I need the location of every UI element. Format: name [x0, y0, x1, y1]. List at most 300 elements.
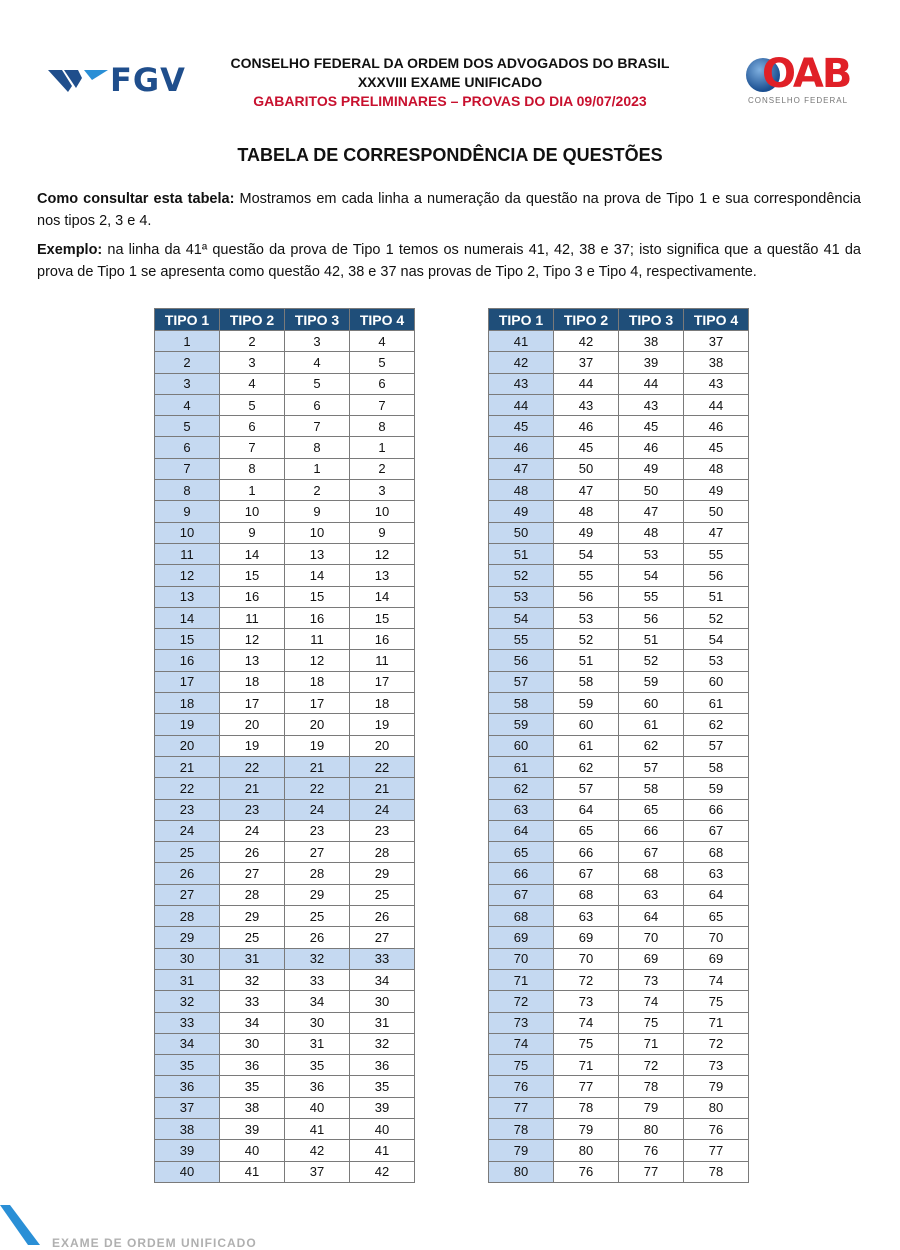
table-row — [155, 501, 415, 522]
table-cell: 76 — [684, 1118, 749, 1139]
table-cell: 61 — [554, 735, 619, 756]
howto-label: Como consultar esta tabela: — [37, 191, 235, 207]
table-row — [155, 629, 415, 650]
table-cell: 7 — [220, 437, 285, 458]
table-cell: 13 — [350, 565, 415, 586]
table-cell: 24 — [220, 820, 285, 841]
table-cell: 55 — [619, 586, 684, 607]
table-row — [489, 650, 749, 671]
table-row — [489, 416, 749, 437]
table-cell: 35 — [155, 1055, 220, 1076]
table-cell: 41 — [285, 1118, 350, 1139]
table-cell: 71 — [489, 969, 554, 990]
table-cell: 44 — [684, 394, 749, 415]
table-cell: 18 — [155, 693, 220, 714]
table-cell: 8 — [350, 416, 415, 437]
table-cell: 62 — [554, 756, 619, 777]
table-row — [155, 927, 415, 948]
table-cell: 4 — [155, 394, 220, 415]
table-cell: 3 — [285, 331, 350, 352]
table-cell: 5 — [220, 394, 285, 415]
table-cell: 38 — [684, 352, 749, 373]
table-row — [489, 1118, 749, 1139]
table-row — [489, 458, 749, 479]
table-row — [155, 1012, 415, 1033]
table-cell: 14 — [350, 586, 415, 607]
table-cell: 25 — [285, 906, 350, 927]
table-cell: 54 — [619, 565, 684, 586]
table-cell: 13 — [220, 650, 285, 671]
table-cell: 42 — [554, 331, 619, 352]
table-cell: 73 — [554, 991, 619, 1012]
table-cell: 70 — [489, 948, 554, 969]
table-cell: 4 — [285, 352, 350, 373]
table-cell: 72 — [684, 1033, 749, 1054]
table-cell: 15 — [350, 607, 415, 628]
table-cell: 54 — [489, 607, 554, 628]
table-cell: 15 — [155, 629, 220, 650]
table-cell: 55 — [684, 543, 749, 564]
table-cell: 5 — [350, 352, 415, 373]
table-cell: 27 — [285, 842, 350, 863]
table-cell: 43 — [619, 394, 684, 415]
table-cell: 19 — [285, 735, 350, 756]
table-row — [489, 352, 749, 373]
table-cell: 53 — [489, 586, 554, 607]
table-cell: 39 — [350, 1097, 415, 1118]
table-cell: 65 — [619, 799, 684, 820]
table-cell: 16 — [220, 586, 285, 607]
table-row — [489, 693, 749, 714]
table-row — [155, 331, 415, 352]
table-row — [155, 735, 415, 756]
table-cell: 75 — [619, 1012, 684, 1033]
table-cell: 1 — [155, 331, 220, 352]
table-row — [155, 693, 415, 714]
table-cell: 46 — [489, 437, 554, 458]
table-cell: 28 — [155, 906, 220, 927]
table-cell: 75 — [489, 1055, 554, 1076]
table-row — [489, 1055, 749, 1076]
table-row — [489, 607, 749, 628]
table-cell: 2 — [220, 331, 285, 352]
table-cell: 49 — [554, 522, 619, 543]
table-cell: 65 — [684, 906, 749, 927]
table-cell: 68 — [489, 906, 554, 927]
table-cell: 35 — [220, 1076, 285, 1097]
table-cell: 57 — [619, 756, 684, 777]
correspondence-table-left — [154, 308, 415, 1183]
table-row — [155, 799, 415, 820]
table-cell: 57 — [684, 735, 749, 756]
table-cell: 51 — [684, 586, 749, 607]
table-row — [155, 607, 415, 628]
table-cell: 63 — [619, 884, 684, 905]
table-row — [155, 437, 415, 458]
table-cell: 58 — [554, 671, 619, 692]
table-cell: 45 — [489, 416, 554, 437]
table-row — [155, 714, 415, 735]
table-cell: 41 — [489, 331, 554, 352]
table-cell: 80 — [619, 1118, 684, 1139]
table-cell: 3 — [220, 352, 285, 373]
table-row — [155, 522, 415, 543]
table-cell: 60 — [554, 714, 619, 735]
table-cell: 56 — [684, 565, 749, 586]
table-cell: 23 — [350, 820, 415, 841]
table-row — [489, 906, 749, 927]
table-cell: 42 — [489, 352, 554, 373]
table-header-row — [155, 309, 415, 331]
table-cell: 17 — [350, 671, 415, 692]
table-cell: 14 — [220, 543, 285, 564]
table-cell: 6 — [285, 394, 350, 415]
table-cell: 41 — [350, 1140, 415, 1161]
table-cell: 22 — [220, 756, 285, 777]
table-cell: 8 — [285, 437, 350, 458]
table-cell: 68 — [619, 863, 684, 884]
table-cell: 12 — [350, 543, 415, 564]
table-cell: 34 — [220, 1012, 285, 1033]
table-row — [155, 543, 415, 564]
table-cell: 22 — [155, 778, 220, 799]
table-cell: 64 — [684, 884, 749, 905]
table-cell: 35 — [350, 1076, 415, 1097]
header-line-2: XXXVIII EXAME UNIFICADO — [357, 74, 543, 90]
table-row — [155, 1097, 415, 1118]
table-cell: 67 — [619, 842, 684, 863]
table-row — [155, 565, 415, 586]
table-cell: 68 — [684, 842, 749, 863]
table-cell: 77 — [489, 1097, 554, 1118]
table-cell: 44 — [619, 373, 684, 394]
table-cell: 77 — [619, 1161, 684, 1182]
table-cell: 50 — [619, 480, 684, 501]
table-row — [489, 1033, 749, 1054]
table-cell: 34 — [285, 991, 350, 1012]
table-cell: 38 — [619, 331, 684, 352]
table-cell: 37 — [554, 352, 619, 373]
table-row — [155, 756, 415, 777]
table-cell: 42 — [350, 1161, 415, 1182]
table-cell: 38 — [155, 1118, 220, 1139]
table-cell: 28 — [220, 884, 285, 905]
table-cell: 56 — [489, 650, 554, 671]
table-cell: 78 — [489, 1118, 554, 1139]
table-cell: 75 — [554, 1033, 619, 1054]
table-cell: 74 — [619, 991, 684, 1012]
table-row — [489, 543, 749, 564]
table-row — [155, 991, 415, 1012]
table-row — [489, 991, 749, 1012]
table-cell: 33 — [350, 948, 415, 969]
column-header: TIPO 3 — [285, 309, 350, 331]
table-cell: 78 — [554, 1097, 619, 1118]
table-cell: 58 — [619, 778, 684, 799]
table-cell: 80 — [684, 1097, 749, 1118]
table-cell: 1 — [220, 480, 285, 501]
example-label: Exemplo: — [37, 242, 103, 258]
howto-paragraph — [37, 188, 861, 232]
table-row — [155, 1076, 415, 1097]
table-cell: 75 — [684, 991, 749, 1012]
table-cell: 54 — [554, 543, 619, 564]
table-cell: 20 — [220, 714, 285, 735]
table-cell: 69 — [554, 927, 619, 948]
table-cell: 66 — [684, 799, 749, 820]
table-cell: 59 — [489, 714, 554, 735]
table-cell: 19 — [220, 735, 285, 756]
table-cell: 55 — [489, 629, 554, 650]
table-cell: 73 — [684, 1055, 749, 1076]
table-row — [489, 671, 749, 692]
table-cell: 4 — [350, 331, 415, 352]
table-cell: 25 — [350, 884, 415, 905]
table-row — [155, 842, 415, 863]
table-cell: 25 — [155, 842, 220, 863]
table-cell: 45 — [684, 437, 749, 458]
table-row — [155, 1140, 415, 1161]
table-cell: 32 — [220, 969, 285, 990]
table-cell: 16 — [285, 607, 350, 628]
table-cell: 11 — [350, 650, 415, 671]
column-header: TIPO 2 — [220, 309, 285, 331]
table-row — [489, 735, 749, 756]
table-cell: 31 — [350, 1012, 415, 1033]
table-cell: 19 — [350, 714, 415, 735]
table-row — [155, 671, 415, 692]
table-row — [489, 1012, 749, 1033]
table-row — [155, 586, 415, 607]
footer-stripe-icon — [0, 1205, 40, 1245]
table-cell: 36 — [350, 1055, 415, 1076]
table-cell: 72 — [619, 1055, 684, 1076]
table-cell: 39 — [155, 1140, 220, 1161]
table-cell: 36 — [285, 1076, 350, 1097]
table-cell: 64 — [489, 820, 554, 841]
table-cell: 53 — [554, 607, 619, 628]
table-row — [489, 373, 749, 394]
table-cell: 55 — [554, 565, 619, 586]
table-cell: 26 — [155, 863, 220, 884]
table-cell: 21 — [350, 778, 415, 799]
table-cell: 59 — [619, 671, 684, 692]
table-cell: 50 — [554, 458, 619, 479]
table-row — [489, 799, 749, 820]
table-row — [155, 352, 415, 373]
table-cell: 63 — [554, 906, 619, 927]
table-cell: 72 — [489, 991, 554, 1012]
table-cell: 18 — [220, 671, 285, 692]
table-cell: 3 — [350, 480, 415, 501]
table-cell: 36 — [155, 1076, 220, 1097]
page-title: TABELA DE CORRESPONDÊNCIA DE QUESTÕES — [237, 145, 663, 165]
table-cell: 12 — [155, 565, 220, 586]
table-cell: 30 — [220, 1033, 285, 1054]
table-row — [489, 1097, 749, 1118]
table-cell: 80 — [554, 1140, 619, 1161]
table-cell: 56 — [619, 607, 684, 628]
example-paragraph — [37, 239, 861, 283]
table-cell: 46 — [684, 416, 749, 437]
table-cell: 71 — [619, 1033, 684, 1054]
table-cell: 10 — [350, 501, 415, 522]
table-cell: 11 — [285, 629, 350, 650]
table-cell: 18 — [285, 671, 350, 692]
table-cell: 70 — [554, 948, 619, 969]
table-row — [155, 948, 415, 969]
table-cell: 44 — [489, 394, 554, 415]
table-cell: 9 — [220, 522, 285, 543]
column-header: TIPO 2 — [554, 309, 619, 331]
table-cell: 21 — [220, 778, 285, 799]
table-cell: 10 — [220, 501, 285, 522]
table-cell: 8 — [220, 458, 285, 479]
table-cell: 51 — [554, 650, 619, 671]
table-row — [489, 969, 749, 990]
table-cell: 54 — [684, 629, 749, 650]
table-cell: 40 — [285, 1097, 350, 1118]
table-cell: 46 — [554, 416, 619, 437]
table-cell: 79 — [554, 1118, 619, 1139]
table-cell: 76 — [554, 1161, 619, 1182]
table-cell: 60 — [619, 693, 684, 714]
table-cell: 26 — [285, 927, 350, 948]
table-cell: 29 — [285, 884, 350, 905]
page-header — [0, 0, 900, 130]
table-cell: 65 — [489, 842, 554, 863]
column-header: TIPO 4 — [350, 309, 415, 331]
table-row — [155, 1033, 415, 1054]
column-header: TIPO 1 — [155, 309, 220, 331]
table-cell: 74 — [554, 1012, 619, 1033]
table-cell: 37 — [684, 331, 749, 352]
table-cell: 4 — [220, 373, 285, 394]
table-row — [155, 778, 415, 799]
table-cell: 31 — [220, 948, 285, 969]
table-cell: 33 — [285, 969, 350, 990]
table-cell: 23 — [285, 820, 350, 841]
table-cell: 60 — [684, 671, 749, 692]
table-cell: 25 — [220, 927, 285, 948]
table-cell: 7 — [285, 416, 350, 437]
table-cell: 14 — [155, 607, 220, 628]
correspondence-table-right — [488, 308, 749, 1183]
table-cell: 62 — [489, 778, 554, 799]
table-cell: 2 — [350, 458, 415, 479]
table-cell: 10 — [155, 522, 220, 543]
table-cell: 27 — [350, 927, 415, 948]
table-cell: 44 — [554, 373, 619, 394]
table-cell: 50 — [489, 522, 554, 543]
table-cell: 24 — [350, 799, 415, 820]
table-cell: 47 — [684, 522, 749, 543]
table-cell: 17 — [285, 693, 350, 714]
table-cell: 10 — [285, 522, 350, 543]
table-cell: 28 — [285, 863, 350, 884]
table-cell: 70 — [684, 927, 749, 948]
table-cell: 9 — [350, 522, 415, 543]
table-cell: 40 — [155, 1161, 220, 1182]
howto-text: Mostramos em cada linha a numeração da questão na prova de Tipo 1 e sua correspondência nos tipos 2, 3 e 4. — [37, 191, 862, 229]
table-cell: 36 — [220, 1055, 285, 1076]
table-cell: 79 — [619, 1097, 684, 1118]
table-cell: 40 — [350, 1118, 415, 1139]
table-cell: 72 — [554, 969, 619, 990]
table-row — [489, 522, 749, 543]
example-text: na linha da 41ª questão da prova de Tipo 1 temos os numerais 41, 42, 38 e 37; isto significa que a questão 41 da prova de Tipo 1 se apresenta como questão 42, 38 e 37 nas provas de Tipo 2, Tipo 3 e Tipo 4, respectivamente. — [37, 242, 861, 280]
table-cell: 27 — [155, 884, 220, 905]
table-cell: 79 — [684, 1076, 749, 1097]
table-header-row — [489, 309, 749, 331]
table-cell: 74 — [684, 969, 749, 990]
table-cell: 49 — [489, 501, 554, 522]
table-cell: 69 — [684, 948, 749, 969]
table-cell: 1 — [350, 437, 415, 458]
table-cell: 6 — [220, 416, 285, 437]
table-cell: 39 — [619, 352, 684, 373]
table-row — [489, 1140, 749, 1161]
table-row — [155, 394, 415, 415]
header-line-1: CONSELHO FEDERAL DA ORDEM DOS ADVOGADOS DO BRASIL — [230, 55, 670, 71]
table-cell: 17 — [155, 671, 220, 692]
table-row — [155, 650, 415, 671]
table-cell: 69 — [619, 948, 684, 969]
table-cell: 13 — [155, 586, 220, 607]
footer-text: EXAME DE ORDEM UNIFICADO — [52, 1236, 257, 1250]
table-cell: 20 — [155, 735, 220, 756]
table-cell: 5 — [155, 416, 220, 437]
table-row — [489, 863, 749, 884]
table-cell: 5 — [285, 373, 350, 394]
table-cell: 52 — [619, 650, 684, 671]
table-cell: 59 — [684, 778, 749, 799]
table-cell: 58 — [684, 756, 749, 777]
table-cell: 52 — [489, 565, 554, 586]
table-cell: 14 — [285, 565, 350, 586]
table-cell: 26 — [220, 842, 285, 863]
table-cell: 77 — [684, 1140, 749, 1161]
table-cell: 80 — [489, 1161, 554, 1182]
table-cell: 76 — [489, 1076, 554, 1097]
table-cell: 69 — [489, 927, 554, 948]
table-cell: 57 — [554, 778, 619, 799]
column-header: TIPO 1 — [489, 309, 554, 331]
table-cell: 16 — [155, 650, 220, 671]
table-cell: 47 — [554, 480, 619, 501]
table-cell: 18 — [350, 693, 415, 714]
table-cell: 20 — [350, 735, 415, 756]
table-cell: 35 — [285, 1055, 350, 1076]
table-row — [489, 437, 749, 458]
table-cell: 31 — [285, 1033, 350, 1054]
table-cell: 49 — [684, 480, 749, 501]
table-cell: 70 — [619, 927, 684, 948]
table-cell: 51 — [489, 543, 554, 564]
table-cell: 22 — [350, 756, 415, 777]
table-cell: 24 — [285, 799, 350, 820]
column-header: TIPO 3 — [619, 309, 684, 331]
table-cell: 52 — [554, 629, 619, 650]
table-cell: 40 — [220, 1140, 285, 1161]
table-cell: 29 — [155, 927, 220, 948]
table-cell: 64 — [619, 906, 684, 927]
table-cell: 33 — [155, 1012, 220, 1033]
table-row — [489, 820, 749, 841]
header-line-3: GABARITOS PRELIMINARES – PROVAS DO DIA 09/07/2023 — [253, 93, 647, 109]
table-cell: 52 — [684, 607, 749, 628]
table-cell: 56 — [554, 586, 619, 607]
